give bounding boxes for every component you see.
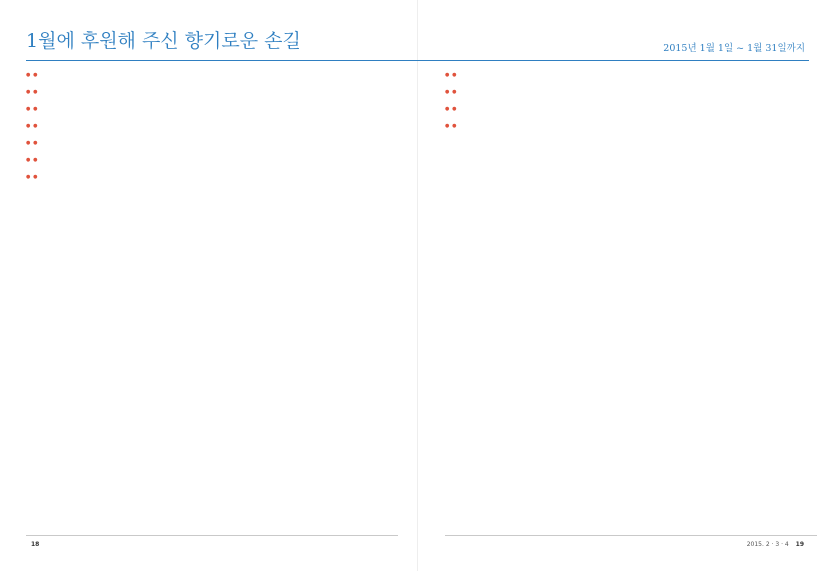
bullet-icon: ● ● [26, 157, 38, 163]
section-header [26, 121, 398, 131]
bullet-icon: ● ● [26, 72, 38, 78]
bullet-icon: ● ● [445, 72, 457, 78]
right-section [445, 104, 817, 115]
header-rule [26, 60, 809, 61]
footer-rule-left [26, 535, 398, 536]
footer-right [747, 541, 809, 548]
left-section [26, 155, 398, 166]
section-header [445, 104, 817, 114]
page-number-right: 19 [795, 541, 804, 548]
left-section [26, 172, 398, 183]
left-section [26, 70, 398, 81]
left-section [26, 104, 398, 115]
section-header [445, 121, 817, 131]
bullet-icon: ● ● [445, 106, 457, 112]
bullet-icon: ● ● [445, 123, 457, 129]
page-gutter [417, 0, 418, 571]
footer-left [26, 541, 44, 548]
footer-rule-right [445, 535, 817, 536]
right-section [445, 70, 817, 81]
page-number-left: 18 [31, 541, 40, 548]
right-column [445, 64, 817, 534]
bullet-icon: ● ● [445, 89, 457, 95]
section-header [26, 155, 398, 165]
section-header [26, 138, 398, 148]
section-header [445, 87, 817, 97]
bullet-icon: ● ● [26, 174, 38, 180]
left-column [26, 64, 398, 534]
bullet-icon: ● ● [26, 106, 38, 112]
section-header [26, 172, 398, 182]
section-header [26, 87, 398, 97]
left-section [26, 121, 398, 132]
right-section [445, 87, 817, 98]
left-section [26, 87, 398, 98]
left-section [26, 138, 398, 149]
bullet-icon: ● ● [26, 89, 38, 95]
bullet-icon: ● ● [26, 123, 38, 129]
date-range: 2015년 1월 1일 ~ 1월 31일까지 [663, 43, 805, 54]
bullet-icon: ● ● [26, 140, 38, 146]
section-header [26, 70, 398, 80]
footer-issue-date: 2015. 2 · 3 · 4 [746, 541, 789, 548]
section-header [445, 70, 817, 80]
page-title: 1월에 후원해 주신 향기로운 손길 [26, 30, 301, 52]
section-header [26, 104, 398, 114]
right-section [445, 121, 817, 132]
